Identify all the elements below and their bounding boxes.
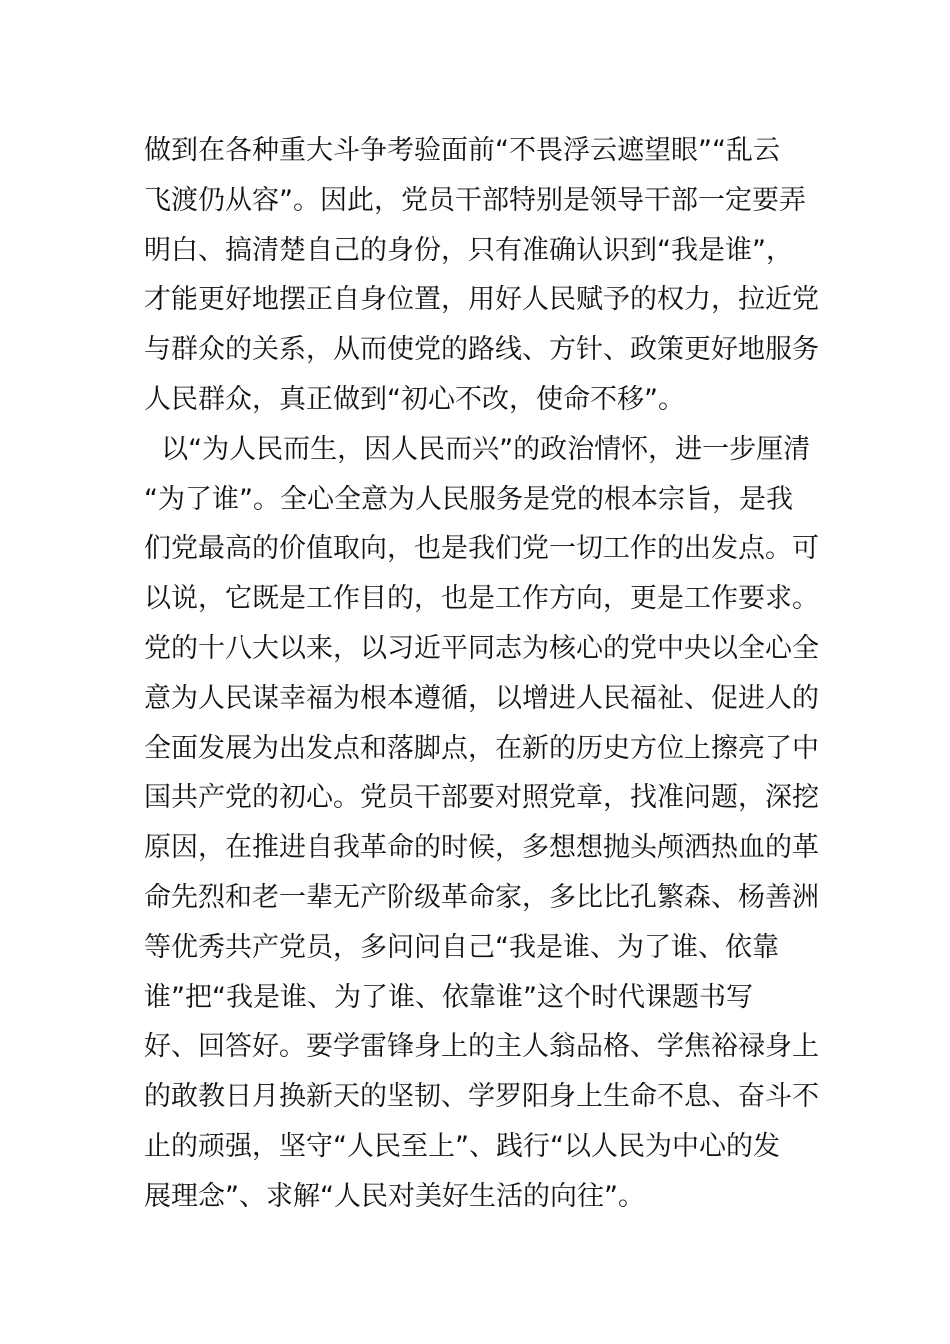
body-text (144, 126, 819, 1222)
text-line: 等优秀共产党员，多问问自己“我是谁、为了谁、依靠 (144, 931, 779, 963)
text-line: 止的顽强，坚守“人民至上”、践行“以人民为中心的发 (144, 1130, 780, 1162)
text-line: 明白、搞清楚自己的身份，只有准确认识到“我是谁”， (144, 234, 793, 266)
text-line: 命先烈和老一辈无产阶级革命家，多比比孔繁森、杨善洲 (144, 881, 819, 913)
text-line: 才能更好地摆正自身位置，用好人民赋予的权力，拉近党 (144, 284, 819, 316)
text-line: 好、回答好。要学雷锋身上的主人翁品格、学焦裕禄身上 (144, 1031, 819, 1063)
text-line: 原因，在推进自我革命的时候，多想想抛头颅洒热血的革 (144, 832, 819, 864)
text-line: 以“为人民而生，因人民而兴”的政治情怀，进一步厘清 (144, 433, 811, 465)
text-line: 意为人民谋幸福为根本遵循，以增进人民福祉、促进人的 (144, 682, 819, 714)
text-line: 国共产党的初心。党员干部要对照党章，找准问题，深挖 (144, 782, 819, 814)
text-line: “为了谁”。全心全意为人民服务是党的根本宗旨，是我 (144, 483, 793, 515)
text-line: 们党最高的价值取向，也是我们党一切工作的出发点。可 (144, 533, 819, 565)
text-line: 全面发展为出发点和落脚点，在新的历史方位上擦亮了中 (144, 732, 819, 764)
text-line: 与群众的关系，从而使党的路线、方针、政策更好地服务 (144, 334, 819, 366)
text-line: 展理念”、求解“人民对美好生活的向往”。 (144, 1180, 645, 1212)
text-line: 飞渡仍从容”。因此，党员干部特别是领导干部一定要弄 (144, 184, 806, 216)
text-line: 党的十八大以来，以习近平同志为核心的党中央以全心全 (144, 632, 819, 664)
text-line: 谁”把“我是谁、为了谁、依靠谁”这个时代课题书写 (144, 981, 753, 1013)
text-line: 做到在各种重大斗争考验面前“不畏浮云遮望眼”“乱云 (144, 135, 780, 166)
text-line: 人民群众，真正做到“初心不改，使命不移”。 (144, 383, 685, 415)
text-line: 以说，它既是工作目的，也是工作方向，更是工作要求。 (144, 583, 819, 615)
text-line: 的敢教日月换新天的坚韧、学罗阳身上生命不息、奋斗不 (144, 1081, 819, 1113)
